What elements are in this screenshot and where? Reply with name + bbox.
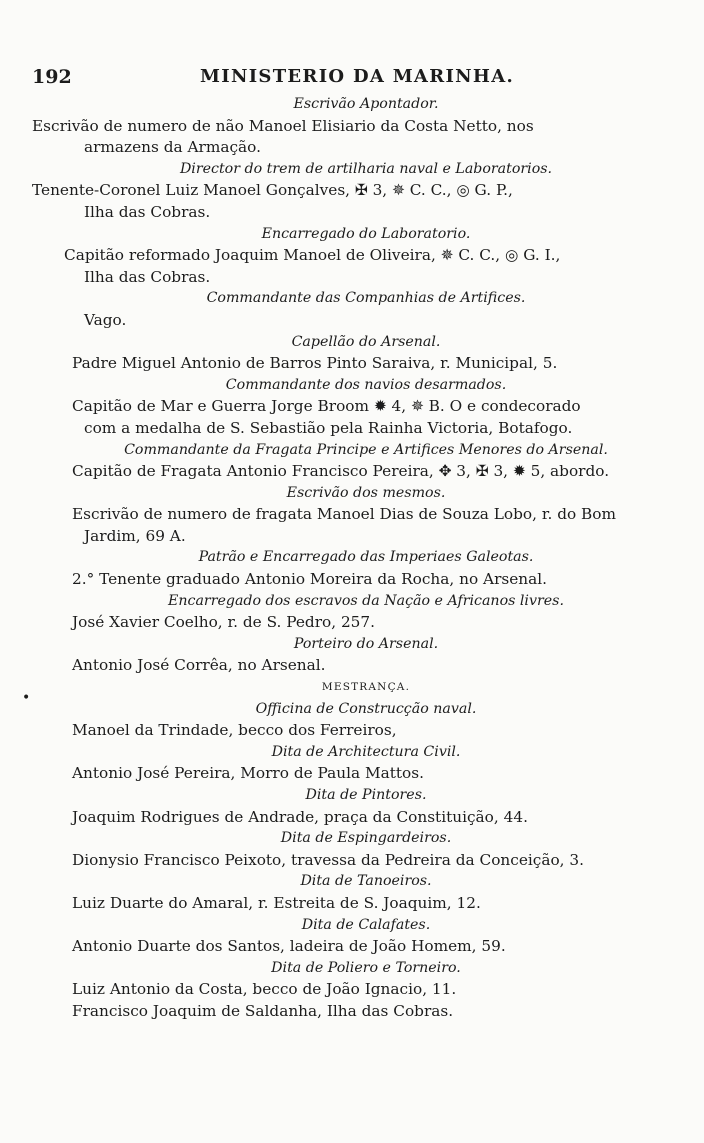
section-heading: Commandante dos navios desarmados. bbox=[225, 376, 507, 393]
margin-mark: • bbox=[22, 690, 31, 706]
section-heading: Dita de Tanoeiros. bbox=[300, 873, 432, 890]
entry-line: Antonio José Corrêa, no Arsenal. bbox=[72, 656, 326, 675]
entry-line: José Xavier Coelho, r. de S. Pedro, 257. bbox=[72, 613, 376, 632]
entry-line: Francisco Joaquim de Saldanha, Ilha das Cobras. bbox=[72, 1001, 454, 1020]
entry-line: 2.° Tenente graduado Antonio Moreira da Rocha, no Arsenal. bbox=[72, 570, 548, 589]
section-heading: Officina de Construcção naval. bbox=[255, 700, 477, 717]
section-heading: Escrivão Apontador. bbox=[293, 96, 439, 112]
entry-line: Antonio Duarte dos Santos, ladeira de João Homem, 59. bbox=[72, 937, 506, 956]
entry-line: Ilha das Cobras. bbox=[84, 202, 211, 221]
entry-line: Luiz Duarte do Amaral, r. Estreita de S. Joaquim, 12. bbox=[72, 893, 481, 912]
section-heading: Dita de Pintores. bbox=[305, 787, 427, 803]
entry-line: Manoel da Trindade, becco dos Ferreiros, bbox=[72, 721, 397, 740]
section-heading: Director do trem de artilharia naval e Laboratorios. bbox=[179, 160, 553, 177]
section-heading: Dita de Poliero e Torneiro. bbox=[271, 959, 461, 976]
section-heading: Dita de Architectura Civil. bbox=[271, 743, 461, 760]
entry-line: Luiz Antonio da Costa, becco de João Ignacio, 11. bbox=[72, 980, 457, 999]
entry-line: Escrivão de numero de não Manoel Elisiario da Costa Netto, nos bbox=[32, 116, 534, 135]
entry-line: Capitão de Mar e Guerra Jorge Broom ✹ 4, ✵ B. O e condecorado bbox=[72, 397, 581, 416]
entry-line: Joaquim Rodrigues de Andrade, praça da Constituição, 44. bbox=[72, 807, 528, 826]
section-heading: MESTRANÇA. bbox=[321, 681, 411, 694]
section-heading: Escrivão dos mesmos. bbox=[286, 484, 446, 501]
section-heading: Porteiro do Arsenal. bbox=[293, 635, 439, 652]
entry-line: Tenente-Coronel Luiz Manoel Gonçalves, ✠ 3, ✵ C. C., ◎ G. P., bbox=[32, 181, 513, 200]
page-header bbox=[32, 66, 672, 92]
entry-line: Escrivão de numero de fragata Manoel Dias de Souza Lobo, r. do Bom bbox=[72, 505, 617, 524]
section-heading: Capellão do Arsenal. bbox=[291, 333, 441, 350]
entry-line: Capitão de Fragata Antonio Francisco Pereira, ✥ 3, ✠ 3, ✹ 5, abordo. bbox=[72, 462, 610, 481]
section-heading: Commandante das Companhias de Artifices. bbox=[206, 290, 526, 307]
section-heading: Dita de Calafates. bbox=[301, 916, 431, 933]
entry-line: Dionysio Francisco Peixoto, travessa da Pedreira da Conceição, 3. bbox=[72, 850, 584, 869]
entry-line: armazens da Armação. bbox=[84, 138, 261, 157]
entry-line: Ilha das Cobras. bbox=[84, 267, 211, 286]
section-heading: Commandante da Fragata Principe e Artifices Menores do Arsenal. bbox=[124, 441, 608, 458]
section-heading: Patrão e Encarregado das Imperiaes Galeotas. bbox=[198, 549, 534, 566]
entry-line: Padre Miguel Antonio de Barros Pinto Saraiva, r. Municipal, 5. bbox=[72, 354, 558, 373]
document-body bbox=[0, 94, 704, 1023]
entry-line: Jardim, 69 A. bbox=[84, 526, 186, 545]
running-title: MINISTERIO DA MARINHA. bbox=[200, 66, 515, 87]
section-heading: Encarregado do Laboratorio. bbox=[261, 225, 471, 242]
entry-line: Antonio José Pereira, Morro de Paula Mattos. bbox=[72, 764, 424, 783]
entry-line: com a medalha de S. Sebastião pela Rainha Victoria, Botafogo. bbox=[84, 418, 573, 437]
entry-line: Capitão reformado Joaquim Manoel de Oliveira, ✵ C. C., ◎ G. I., bbox=[64, 246, 561, 265]
section-heading: Encarregado dos escravos da Nação e Africanos livres. bbox=[168, 592, 564, 609]
page-number: 192 bbox=[32, 66, 72, 88]
section-heading: Dita de Espingardeiros. bbox=[280, 830, 452, 847]
entry-line: Vago. bbox=[84, 310, 127, 329]
